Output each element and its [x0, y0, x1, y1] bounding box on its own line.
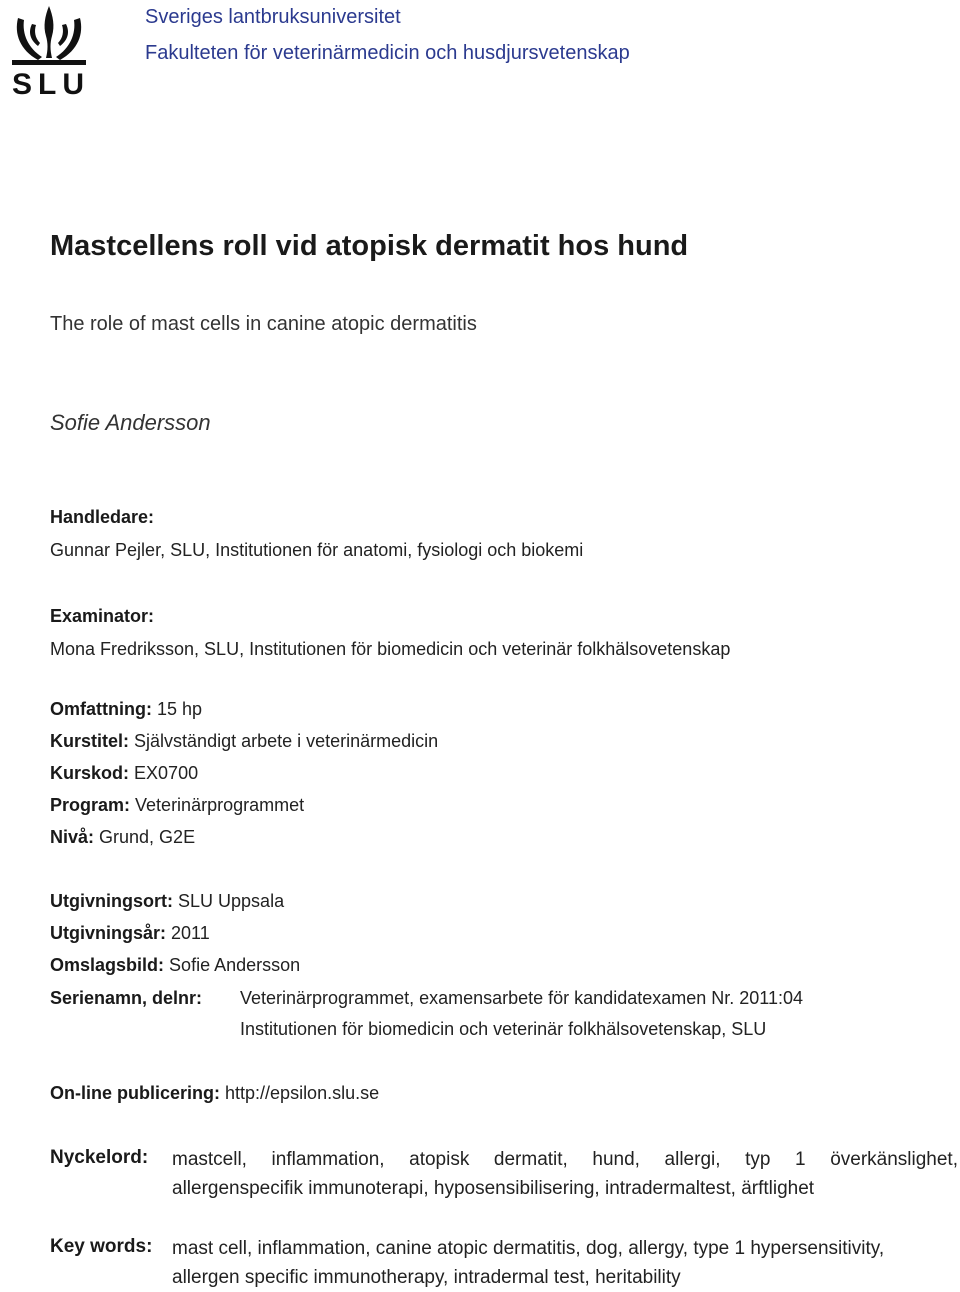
- cover-image-value: Sofie Andersson: [169, 955, 301, 975]
- keywords-en-label: Key words:: [50, 1236, 153, 1257]
- online-publication-row: [50, 1083, 379, 1104]
- online-publication-link[interactable]: http://epsilon.slu.se: [225, 1083, 380, 1103]
- series-line-1: Veterinärprogrammet, examensarbete för kandidatexamen Nr. 2011:04: [240, 988, 803, 1008]
- online-publication-label: On-line publicering:: [50, 1083, 220, 1103]
- program-row: [50, 795, 304, 816]
- extent-row: [50, 699, 202, 720]
- course-code-label: Kurskod:: [50, 763, 130, 783]
- logo-text: SLU: [12, 68, 90, 101]
- supervisor-label: Handledare:: [50, 507, 155, 527]
- level-value: Grund, G2E: [99, 827, 196, 847]
- level-label: Nivå:: [50, 827, 95, 847]
- series-line-2: Institutionen för biomedicin och veterinär folkhälsovetenskap, SLU: [240, 1019, 767, 1039]
- faculty-name: Fakulteten för veterinärmedicin och husdjursvetenskap: [145, 42, 630, 64]
- thesis-subtitle: The role of mast cells in canine atopic dermatitis: [50, 313, 477, 335]
- keywords-en-line-1: mast cell, inflammation, canine atopic dermatitis, dog, allergy, type 1 hypersensitivity,: [172, 1238, 885, 1259]
- thesis-title: Mastcellens roll vid atopisk dermatit hos hund: [50, 230, 689, 262]
- level-row: [50, 827, 195, 848]
- publication-place-label: Utgivningsort:: [50, 891, 173, 911]
- publication-year-value: 2011: [171, 923, 210, 943]
- university-name: Sveriges lantbruksuniversitet: [145, 6, 401, 28]
- course-title-row: [50, 731, 438, 752]
- course-code-value: EX0700: [134, 763, 199, 783]
- keywords-sv-label: Nyckelord:: [50, 1147, 149, 1168]
- keywords-en-text: [172, 1234, 958, 1292]
- keywords-sv-text: [172, 1145, 958, 1203]
- keywords-sv-line-2: allergenspecifik immunoterapi, hyposensibilisering, intradermaltest, ärftlighet: [172, 1178, 815, 1199]
- series-label: Serienamn, delnr:: [50, 988, 203, 1008]
- extent-label: Omfattning:: [50, 699, 152, 719]
- publication-year-row: [50, 923, 210, 944]
- course-title-value: Självständigt arbete i veterinärmedicin: [134, 731, 439, 751]
- keywords-en-line-2: allergen specific immunotherapy, intradermal test, heritability: [172, 1267, 681, 1288]
- course-title-label: Kurstitel:: [50, 731, 130, 751]
- slu-logo: [8, 2, 90, 100]
- cover-image-label: Omslagsbild:: [50, 955, 165, 975]
- examiner-value: Mona Fredriksson, SLU, Institutionen för biomedicin och veterinär folkhälsovetenskap: [50, 639, 731, 659]
- extent-value: 15 hp: [157, 699, 203, 719]
- publication-place-value: SLU Uppsala: [178, 891, 285, 911]
- program-label: Program:: [50, 795, 131, 815]
- course-code-row: [50, 763, 198, 784]
- publication-place-row: [50, 891, 284, 912]
- author-name: Sofie Andersson: [50, 410, 211, 435]
- publication-year-label: Utgivningsår:: [50, 923, 167, 943]
- supervisor-value: Gunnar Pejler, SLU, Institutionen för anatomi, fysiologi och biokemi: [50, 540, 584, 560]
- keywords-sv-line-1: mastcell, inflammation, atopisk dermatit, hund, allergi, typ 1 överkänslighet,: [172, 1149, 958, 1170]
- cover-image-row: [50, 955, 300, 976]
- examiner-label: Examinator:: [50, 606, 155, 626]
- program-value: Veterinärprogrammet: [135, 795, 305, 815]
